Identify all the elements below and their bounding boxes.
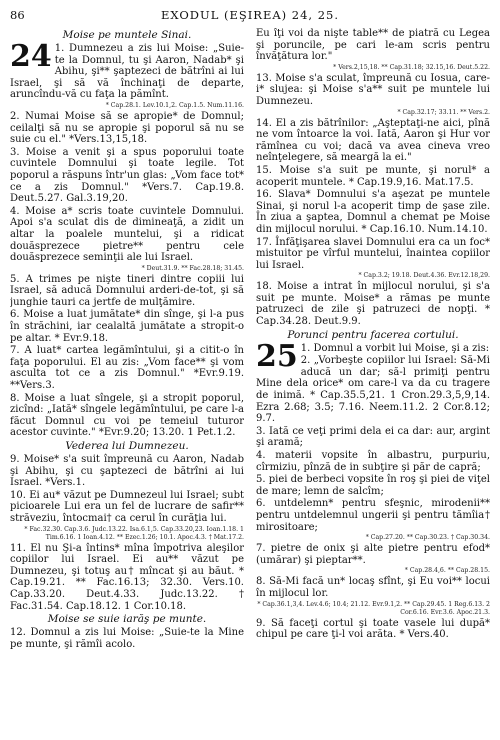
running-title: EXODUL (EŞIREA) 24, 25. [160,8,340,22]
verse-text: 1. Dumnezeu a zis lui Moise: „Suie-te la Domnul, tu şi Aaron, Nadab* şi Abihu, şi** şaptezeci de bătrîni ai lui Israel, şi să vă închinaţi de departe, aruncîndu-vă cu faţa la pămînt. [10,43,244,101]
verse: 11. El nu Şi-a întins* mîna împotriva aleşilor copiilor lui Israel. Ei au** văzut pe Dumnezeu, şi totuş au† mîncat şi au băut. * Cap.19.21. ** Fac.16.13; 32.30. Vers.10. Cap.33.20. Deut.4.33. Judc.13.22. † Fac.31.54. Cap.18.12. 1 Cor.10.18. [10,542,244,612]
verse: 15. Moise s'a suit pe munte, şi norul* a acoperit muntele. * Cap.19.9,16. Mat.17.5. [256,164,490,188]
cross-reference: * Cap.28.1. Lev.10.1,2. Cap.1.5. Num.11.16. [105,101,244,109]
verse: 4. materii vopsite în albastru, purpuriu, cîrmiziu, pînză de in subţire şi păr de capră; [256,450,490,473]
verse: 6. untdelemn* pentru sfeşnic, mirodenii** pentru untdelemnul ungerii şi pentru tămîia† mirositoare; [256,498,490,533]
cross-reference: * Fac.32.30. Cap.3.6. Judc.13.22. Isa.6.1,5. Cap.33.20,23. Ioan.1.18. 1 Tim.6.16. 1 Ioan.4.12. ** Ezec.1.26; 10.1. Apoc.4.3. † Mat.17.2. [24,525,244,541]
section-heading: Moise pe muntele Sinai. [62,29,192,41]
verse: 9. Moise* s'a suit împreună cu Aaron, Nadab şi Abihu, şi cu şaptezeci de bătrîni ai lui Israel. *Vers.1. [10,454,244,489]
verse: 5. A trimes pe nişte tineri dintre copiii lui Israel, să aducă Domnului arderi-de-tot, şi să junghie tauri ca jertfe de mulţămire. [10,273,244,308]
right-column [256,28,490,651]
cross-reference: * Vers.2,15,18. ** Cap.31.18; 32.15,16. Deut.5.22. [333,63,490,71]
verse: 3. Iată ce veţi primi dela ei ca dar: aur, argint şi aramă; [256,425,490,449]
verse: 6. Moise a luat jumătate* din sînge, şi l-a pus în străchini, iar cealaltă jumătate a stropit-o pe altar. * Evr.9.18. [10,309,244,344]
verse: 9. Să faceţi cortul şi toate vasele lui după* chipul pe care ţi-l voi arăta. * Vers.40. [256,617,490,641]
cross-reference: * Cap.28.4,6. ** Cap.28.15. [404,567,490,575]
verse: 8. Moise a luat sîngele, şi a stropit poporul, zicînd: „Iată* sîngele legămîntului, pe care l-a făcut Domnul cu voi pe temeiul tuturor acestor cuvinte." *Evr.9.20; 13.20. 1 Pet.1.2. [10,392,244,439]
verse: 17. Înfăţişarea slavei Domnului era ca un foc* mistuitor pe vîrful muntelui, înaintea copiilor lui Israel. [256,236,490,271]
section-heading: Porunci pentru facerea cortului. [287,328,459,341]
cross-reference: * Cap.3.2; 19.18. Deut.4.36. Evr.12.18,29. [358,272,490,280]
chapter-number: 25 [256,338,298,374]
verse: 16. Slava* Domnului s'a aşezat pe muntele Sinai, şi norul l-a acoperit timp de şase zile. În ziua a şaptea, Domnul a chemat pe Moise din mijlocul norului. * Cap.16.10. Num.14.10. [256,189,490,235]
text-columns [10,28,490,651]
cross-reference: * Cap.32.17; 33.11. ** Vers.2. [397,108,490,116]
verse: 5. piei de berbeci vopsite în roş şi piei de viţel de mare; lemn de salcîm; [256,474,490,497]
verse: 2. Numai Moise să se apropie* de Domnul; ceilalţi să nu se apropie şi poporul să nu se suie cu el." *Vers.13,15,18. [10,110,244,146]
verse: 10. Ei au* văzut pe Dumnezeul lui Israel; subt picioarele Lui era un fel de lucrare de safir** străveziu, întocmai† ca cerul în curăţia lui. [10,489,244,524]
verse: 3. Moise a venit şi a spus poporului toate cuvintele Domnului şi toate legile. Tot poporul a răspuns într'un glas: „Vom face tot* ce a zis Domnul." *Vers.7. Cap.19.8. Deut.5.27. Gal.3.19,20. [10,146,244,205]
page-header [10,8,490,26]
page-number: 86 [10,8,25,22]
verse: 2. „Vorbeşte copiilor lui Israel: Să-Mi aducă un dar; să-l primiţi pentru Mine dela orice* om care-l va da cu tragere de inimă. * Cap.35.5,21. 1 Cron.29.3,5,9,14. Ezra 2.68; 3.5; 7.16. Neem.11.2. 2 Cor.8.12; 9.7. [256,355,490,425]
section-heading: Moise se suie iarăş pe munte. [47,613,207,626]
verse: 13. Moise s'a sculat, împreună cu Iosua, care-i* slujea: şi Moise s'a** suit pe muntele lui Dumnezeu. [256,72,490,107]
cross-reference: * Cap.36.1,3,4. Lev.4.6; 10.4; 21.12. Evr.9.1,2. ** Cap.29.45. 1 Reg.6.13. 2 Cor.6.16. Evr.3.6. Apoc.21.3. [257,600,490,616]
verse: 18. Moise a intrat în mijlocul norului, şi s'a suit pe munte. Moise* a rămas pe munte patruzeci de zile şi patruzeci de nopţi. * Cap.34.28. Deut.9.9. [256,281,490,328]
section-heading: Vederea lui Dumnezeu. [65,440,189,452]
verse: 12. Domnul a zis lui Moise: „Suie-te la Mine pe munte, şi rămîi acolo. [10,627,244,650]
chapter-opening-verse [256,338,490,374]
verse: 7. pietre de onix şi alte pietre pentru efod* (umărar) şi pieptar**. [256,543,490,566]
verse-text: 1. Domnul a vorbit lui Moise, şi a zis: [300,342,490,354]
verse: 7. A luat* cartea legămîntului, şi a citit-o în faţa poporului. El au zis: „Vom face** şi vom asculta tot ce a zis Domnul." *Evr.9.19. **Vers.3. [10,345,244,392]
cross-reference: * Deut.31.9. ** Fac.28.18; 31.45. [141,264,244,272]
cross-reference: * Cap.27.20. ** Cap.30.23. † Cap.30.34. [365,534,490,542]
chapter-number: 24 [10,39,52,74]
verse: 4. Moise a* scris toate cuvintele Domnului. Apoi s'a sculat dis de dimineaţă, a zidit un altar la poalele muntelui, şi a ridicat douăsprezece pietre** pentru cele douăsprezece seminţii ale lui Israel. [10,205,244,264]
verse: 8. Să-Mi facă un* locaş sfînt, şi Eu voi** locui în mijlocul lor. [256,576,490,599]
left-column [10,28,244,651]
verse: 14. El a zis bătrînilor: „Aşteptaţi-ne aici, pînă ne vom întoarce la voi. Iată, Aaron şi Hur vor rămînea cu voi; dacă va avea cineva vreo neînţelegere, să meargă la ei." [256,117,490,164]
chapter-opening-verse [10,39,244,101]
verse: Eu îţi voi da nişte table** de piatră cu Legea şi poruncile, pe cari le-am scris pentru învăţătura lor." [256,28,490,63]
